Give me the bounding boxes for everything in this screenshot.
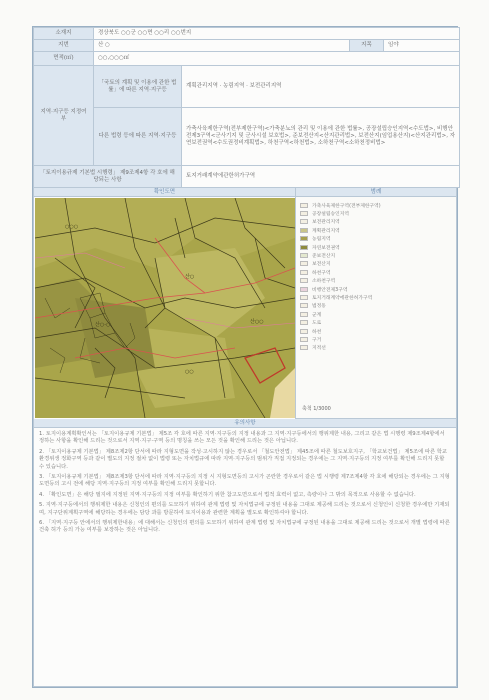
legend-item (300, 260, 452, 268)
national-law-zone-label: 「국토의 계획 및 이용에 관한 법률」에 따른 지역·지구등 (94, 66, 182, 108)
note-item: 1. 토지이용계획확인서는 「토지이용규제 기본법」 제5조 각 호에 따른 지역·지구등의 지정 내용과 그 지역·지구등에서의 행위제한 내용, 그리고 같은 법 시행령 제9조제4항에서 정하는 사항을 확인해 드리는 것으로서 지역·지구·구역 등의 명칭을 쓰는 모든 것을 확인해 드리는 것은 아닙니다. (39, 431, 445, 445)
legend-item (300, 268, 452, 276)
legend-item (300, 335, 452, 343)
legend-swatch (300, 295, 308, 300)
legend-swatch (300, 253, 308, 258)
legend-label: 공장설립승인지역 (312, 212, 350, 218)
zoning-group-label: 지역·지구등 지정여부 (34, 66, 94, 166)
cadastral-map (35, 198, 295, 418)
legend-section-title: 범례 (296, 188, 457, 197)
note-item: 3. 「토지이용규제 기본법」 제8조제3항 단서에 따라 지역·지구등의 지정 시 지형도면등의 고시가 곤란한 경우로서 같은 법 시행령 제7조제4항 각 호에 해당되는 경우에는 그 지형도면등의 고시 전에 해당 지역·지구등의 지정 여부를 확인해 드리지 못합니다. (39, 474, 450, 488)
legend-swatch (300, 329, 308, 334)
lot-number-label: 지번 (34, 40, 94, 52)
area-value: ○○,○○○㎡ (94, 52, 460, 66)
legend-label: 소하천구역 (312, 279, 336, 285)
area-label: 면적(㎡) (34, 52, 94, 66)
location-label: 소재지 (34, 28, 94, 40)
legend-label: 보전관리지역 (312, 220, 340, 226)
legend-swatch (300, 211, 308, 216)
map-scale: 축척 1/3000 (302, 406, 331, 412)
land-use-certificate (32, 26, 458, 688)
map-section-title: 확인도면 (33, 188, 296, 197)
note-item: 4. 「확인도면」은 해당 필지에 지정된 지역·지구등의 지정 여부를 확인하기 위한 참고도면으로서 법적 효력이 없고, 측량이나 그 밖의 목적으로 사용할 수 없습니다. (39, 491, 416, 498)
legend-label: 하천구역 (312, 270, 331, 276)
legend-panel (296, 197, 456, 418)
legend-item (300, 201, 452, 209)
legend-item (300, 243, 452, 251)
legend-label: 하천 (312, 329, 322, 335)
map-parcel-label: ○○ (185, 369, 194, 375)
legend-item (300, 218, 452, 226)
notes-panel (33, 428, 457, 687)
legend-swatch (300, 303, 308, 308)
legend-item (300, 226, 452, 234)
legend-label: 가축사육제한구역(전부제한구역) (312, 203, 381, 209)
legend-label: 보전산지 (312, 262, 331, 268)
enforcement-decree-value: 토지거래계약에관한허가구역 (182, 166, 460, 188)
legend-swatch (300, 203, 308, 208)
enforcement-decree-label: 「토지이용규제 기본법 시행령」 제9조제4항 각 호에 해당되는 사항 (34, 166, 182, 188)
legend-label: 법정동 (312, 304, 326, 310)
legend-swatch (300, 270, 308, 275)
legend-swatch (300, 261, 308, 266)
map-parcel-label: 산○○ (250, 319, 264, 325)
legend-item (300, 344, 452, 352)
lot-number-value: 산 ○ (94, 40, 350, 52)
land-category-label: 지목 (350, 40, 384, 52)
legend-label: 지적선 (312, 346, 326, 352)
legend-swatch (300, 278, 308, 283)
legend-label: 구거 (312, 337, 322, 343)
legend-item (300, 235, 452, 243)
legend-swatch (300, 345, 308, 350)
national-law-zone-value: 계획관리지역 · 농림지역 · 보전관리지역 (182, 66, 460, 108)
legend-item (300, 327, 452, 335)
note-item: 2. 「토지이용규제 기본법」 제8조제2항 단서에 따라 지형도면을 작성·고시하지 않는 경우로서 「철도안전법」 제45조에 따른 철도보호지구, 「학교보건법」 제5조에 따른 학교환경위생 정화구역 등과 같이 별도의 지정 절차 없이 법령 또는 자치법규에 따라 지역·지구등의 범위가 직접 지정되는 경우에는 그 지역·지구등의 지정 여부를 확인해 드리지 못할 수 있습니다. (39, 448, 448, 470)
legend-label: 비행안전제3구역 (312, 287, 348, 293)
legend-label: 군계 (312, 312, 322, 318)
other-law-zone-value: 가축사육제한구역(전부제한구역)<가축분뇨의 관리 및 이용에 관한 법률>, 공장설립승인지역<수도법>, 비행안전제3구역<군사기지 및 군사시설 보호법>, 준보전산지<산지관리법>, 보전산지(임업용산지)<산지관리법>, 자연보전권역<수도권정비계획법>, 하천구역<하천법>, 소하천구역<소하천정비법> (182, 108, 460, 166)
other-law-zone-label: 다른 법령 등에 따른 지역·지구등 (94, 108, 182, 166)
legend-label: 도로 (312, 321, 322, 327)
note-item: 5. 지역·지구등에서의 행위제한 내용은 신청인의 편의를 도모하기 위하여 관계 법령 및 자치법규에 규정된 내용을 그대로 제공해 드리는 것으로서 신청인이 신청한 경우에만 기재되며, 지구단위계획구역에 해당하는 경우에는 담당 과를 방문하여 토지이용과 관련한 계획을 별도로 확인하셔야 합니다. (39, 502, 450, 516)
legend-label: 농림지역 (312, 237, 331, 243)
legend-label: 자연보전권역 (312, 245, 340, 251)
legend-item (300, 209, 452, 217)
location-value: 경상북도 ○○군 ○○면 ○○리 ○○번지 (94, 28, 460, 40)
legend-swatch (300, 236, 308, 241)
info-table (33, 27, 460, 188)
confirmation-map (34, 197, 296, 419)
legend-swatch (300, 228, 308, 233)
map-parcel-label: ○○○ (65, 224, 79, 230)
legend-swatch (300, 219, 308, 224)
legend-item (300, 310, 452, 318)
legend-label: 토지거래계약에관한허가구역 (312, 295, 373, 301)
legend-item (300, 302, 452, 310)
legend-swatch (300, 245, 308, 250)
legend-swatch (300, 287, 308, 292)
legend-item (300, 251, 452, 259)
legend-swatch (300, 320, 308, 325)
legend-label: 준보전산지 (312, 254, 336, 260)
legend-swatch (300, 312, 308, 317)
legend-label: 계획관리지역 (312, 228, 340, 234)
legend-item (300, 293, 452, 301)
legend-item (300, 318, 452, 326)
map-parcel-label: 산○-○ (95, 322, 111, 328)
notes-section-title: 유의사항 (33, 419, 457, 428)
map-parcel-label: 산○ (185, 274, 195, 280)
legend-swatch (300, 337, 308, 342)
legend-item (300, 285, 452, 293)
note-item: 6. 「지역·지구등 안에서의 행위제한내용」에 대해서는 신청인의 편의를 도모하기 위하여 관계 법령 및 자치법규에 규정된 내용을 그대로 제공해 드리는 것으로서 개별 법령에 따른 건축 허가 등의 가능 여부를 보장하는 것은 아닙니다. (39, 520, 450, 534)
land-category-value: 임야 (384, 40, 460, 52)
legend-item (300, 277, 452, 285)
